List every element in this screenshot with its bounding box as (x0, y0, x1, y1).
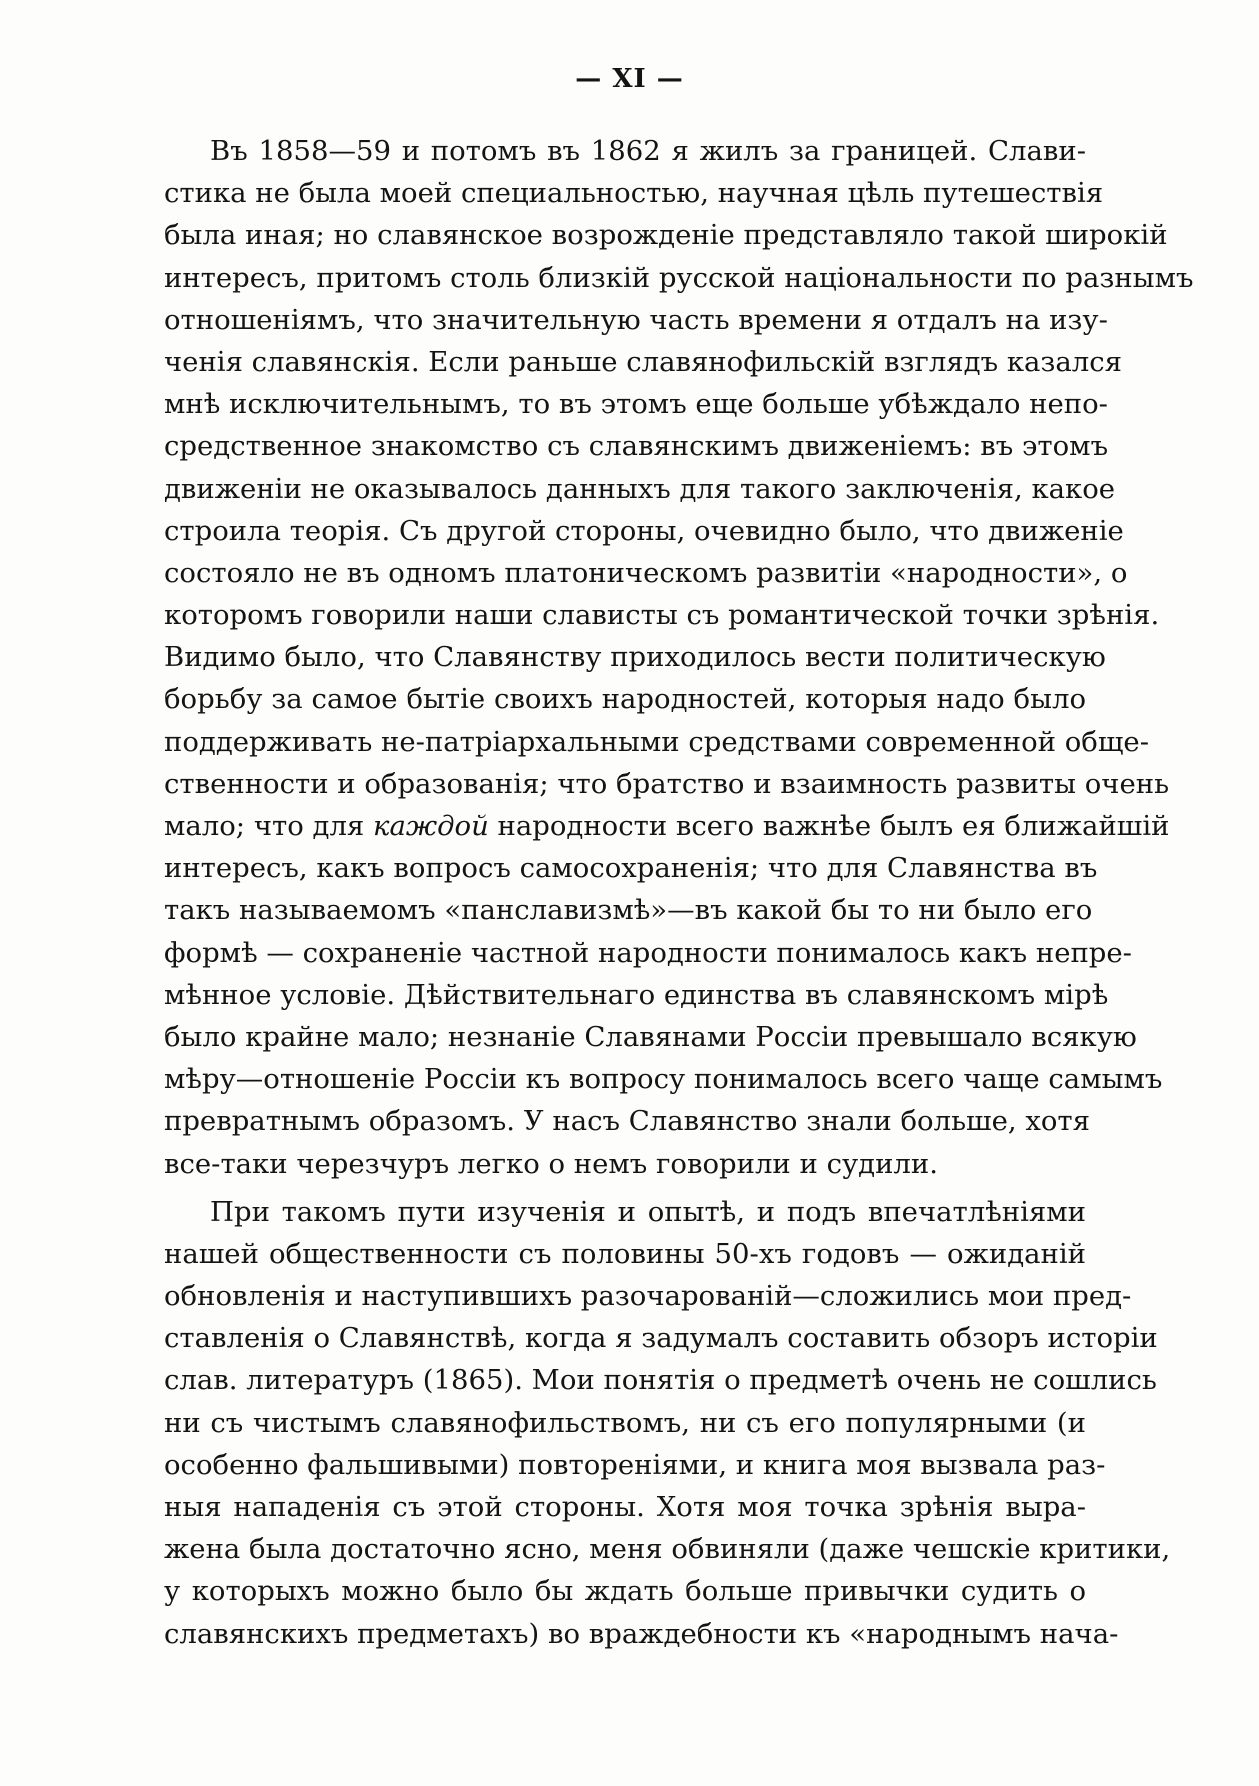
text-line: нашей общественности съ половины 50-хъ годовъ — ожиданій (164, 1237, 1086, 1270)
text-line: отношеніямъ, что значительную часть времени я отдалъ на изу- (164, 303, 1108, 336)
paragraph-2 (164, 1191, 1171, 1655)
text-line: строила теорія. Съ другой стороны, очевидно было, что движеніе (164, 514, 1124, 547)
text-line: При такомъ пути изученія и опытѣ, и подъ впечатлѣніями (210, 1195, 1086, 1228)
text-line: движеніи не оказывалось данныхъ для такого заключенія, какое (164, 472, 1116, 505)
text-line: была иная; но славянское возрожденіе представляло такой широкій (164, 219, 1168, 252)
text-line: Видимо было, что Славянству приходилось вести политическую (164, 641, 1106, 674)
text-line: формѣ — сохраненіе частной народности понималось какъ непре- (164, 936, 1132, 969)
text-line: стика не была моей специальностью, научная цѣль путешествія (164, 177, 1104, 210)
text-line: славянскихъ предметахъ) во враждебности къ «народнымъ нача- (164, 1617, 1119, 1650)
text-line: средственное знакомство съ славянскимъ движеніемъ: въ этомъ (164, 430, 1109, 463)
text-line: жена была достаточно ясно, меня обвиняли (даже чешскіе критики, (164, 1533, 1171, 1566)
text-line: обновленія и наступившихъ разочарованій—сложились мои пред- (164, 1280, 1132, 1313)
page-number: — XI — (575, 64, 684, 94)
text-line: было крайне мало; незнаніе Славянами Россіи превышало всякую (164, 1020, 1137, 1053)
text-line: все-таки черезчуръ легко о немъ говорили и судили. (164, 1147, 938, 1180)
text-line: Въ 1858—59 и потомъ въ 1862 я жилъ за границей. Слави- (210, 135, 1086, 167)
text-line: борьбу за самое бытіе своихъ народностей, которыя надо было (164, 683, 1086, 716)
text-line: ныя нападенія съ этой стороны. Хотя моя точка зрѣнія выра- (164, 1491, 1086, 1523)
text-line: мѣнное условіе. Дѣйствительнаго единства въ славянскомъ мірѣ (164, 978, 1109, 1011)
text-line: ни съ чистымъ славянофильствомъ, ни съ его популярными (и (164, 1406, 1086, 1439)
text-line: особенно фальшивыми) повтореніями, и книга моя вызвала раз- (164, 1448, 1106, 1481)
text-line: слав. литературъ (1865). Мои понятія о предметѣ очень не сошлись (164, 1364, 1157, 1397)
text-line: мало; что для каждой народности всего важнѣе былъ ея ближайшій (164, 810, 1170, 842)
text-line: у которыхъ можно было бы ждать больше привычки судить о (164, 1575, 1086, 1608)
text-line: превратнымъ образомъ. У насъ Славянство знали больше, хотя (164, 1105, 1090, 1138)
text-line: мѣру—отношеніе Россіи къ вопросу понималось всего чаще самымъ (164, 1063, 1163, 1096)
text-line: поддерживать не-патріархальными средствами современной обще- (164, 725, 1149, 758)
text-line: ставленія о Славянствѣ, когда я задумалъ составить обзоръ исторіи (164, 1322, 1158, 1355)
text-line: интересъ, какъ вопросъ самосохраненія; что для Славянства въ (164, 852, 1098, 885)
text-line: которомъ говорили наши слависты съ романтической точки зрѣнія. (164, 599, 1160, 632)
paragraph-1 (164, 130, 1194, 1185)
text-line: интересъ, притомъ столь близкій русской національности по разнымъ (164, 261, 1194, 294)
text-line: такъ называемомъ «панславизмѣ»—въ какой бы то ни было его (164, 894, 1093, 927)
body-text (164, 130, 1194, 1655)
italic-emphasis: каждой (373, 810, 489, 842)
text-line: ственности и образованія; что братство и взаимность развиты очень (164, 767, 1170, 800)
text-line: мнѣ исключительнымъ, то въ этомъ еще больше убѣждало непо- (164, 388, 1108, 421)
text-line: состояло не въ одномъ платоническомъ развитіи «народности», о (164, 556, 1128, 589)
text-line: ченія славянскія. Если раньше славянофильскій взглядъ казался (164, 345, 1123, 378)
